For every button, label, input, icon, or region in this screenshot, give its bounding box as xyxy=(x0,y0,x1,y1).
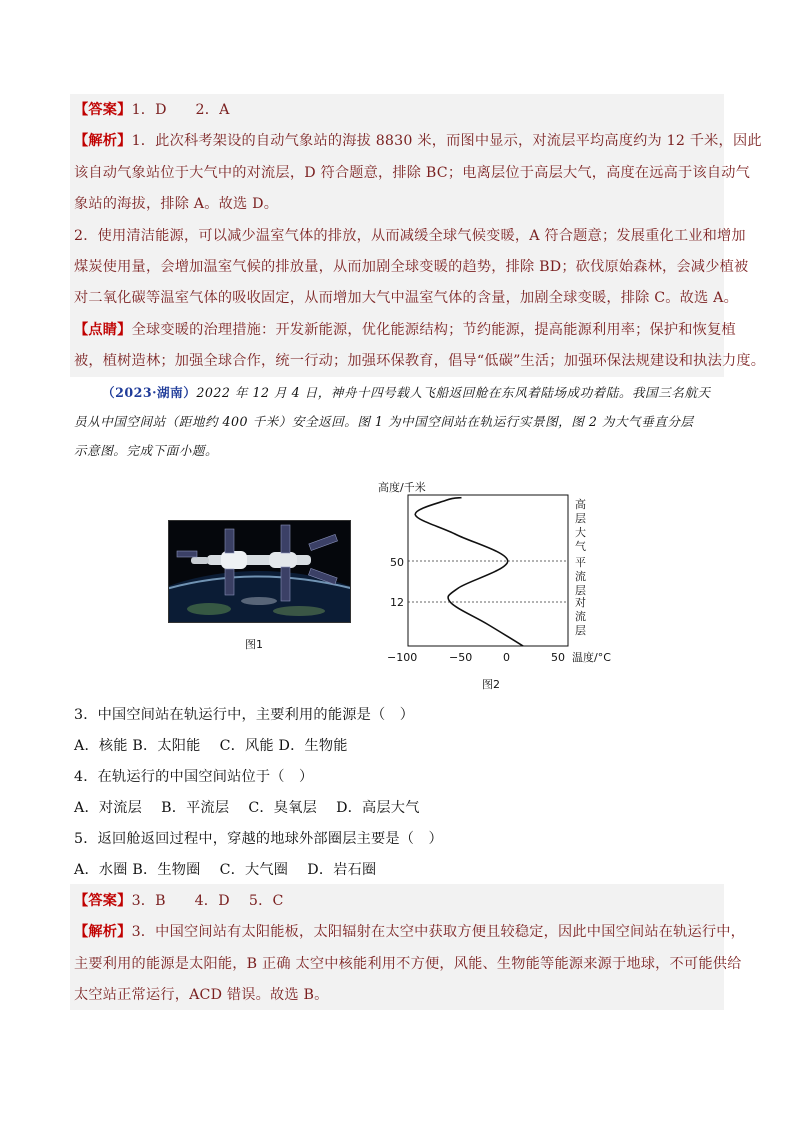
layer-label-char: 流 xyxy=(575,610,586,623)
layer-label-troposphere xyxy=(575,595,586,637)
layer-label-char: 对 xyxy=(575,596,586,609)
question-options: A．核能 B．太阳能 C．风能 D．生物能 xyxy=(74,738,348,754)
question-intro-line xyxy=(102,384,711,402)
figure-2-caption: 图2 xyxy=(482,678,500,691)
tip-line xyxy=(74,320,736,340)
layer-label-char: 层 xyxy=(575,624,586,637)
answer-text: 1．D 2．A xyxy=(131,102,230,118)
layer-label-char: 层 xyxy=(575,512,586,525)
answer-text: 3．B 4．D 5．C xyxy=(131,893,284,909)
analysis-line: 太空站正常运行，ACD 错误。故选 B。 xyxy=(74,987,329,1003)
layer-label-stratosphere xyxy=(575,556,586,597)
analysis-line: 煤炭使用量，会增加温室气候的排放量，从而加剧全球变暖的趋势，排除 BD；砍伐原始森林，会减少植被 xyxy=(74,259,749,275)
y-tick-label: 50 xyxy=(390,556,404,569)
tip-text: 全球变暖的治理措施：开发新能源，优化能源结构；节约能源，提高能源利用率；保护和恢复植 xyxy=(131,322,736,338)
x-tick-label: −50 xyxy=(449,651,473,664)
analysis-text: 1．此次科考架设的自动气象站的海拔 8830 米，而图中显示，对流层平均高度约为 12 千米，因此 xyxy=(131,133,762,149)
answer-tag: 【答案】 xyxy=(74,102,132,118)
answer-line-2 xyxy=(74,891,284,911)
analysis-line: 该自动气象站位于大气中的对流层，D 符合题意，排除 BC；电离层位于高层大气，高度在远高于该自动气 xyxy=(74,165,750,181)
analysis-line: 主要利用的能源是太阳能，B 正确 太空中核能利用不方便，风能、生物能等能源来源于地球，不可能供给 xyxy=(74,956,742,972)
question-options: A．对流层 B．平流层 C．臭氧层 D．高层大气 xyxy=(74,800,420,816)
layer-label-char: 大 xyxy=(575,526,586,539)
analysis-line xyxy=(74,922,745,942)
analysis-tag: 【解析】 xyxy=(74,133,132,149)
analysis-line: 2．使用清洁能源，可以减少温室气体的排放，从而减缓全球气候变暖，A 符合题意；发展重化工业和增加 xyxy=(74,228,746,244)
x-tick-label: −100 xyxy=(387,651,418,664)
analysis-line: 象站的海拔，排除 A。故选 D。 xyxy=(74,196,279,212)
layer-label-char: 高 xyxy=(575,498,586,511)
analysis-text: 3．中国空间站有太阳能板，太阳辐射在太空中获取方便且较稳定，因此中国空间站在轨运行中， xyxy=(131,924,746,940)
question-stem: 4．在轨运行的中国空间站位于（ ） xyxy=(74,769,314,785)
analysis-line: 对二氧化碳等温室气体的吸收固定，从而增加大气中温室气体的含量，加剧全球变暖，排除 C。故选 A。 xyxy=(74,290,738,306)
layer-label-char: 流 xyxy=(575,570,586,583)
y-axis-label: 高度/千米 xyxy=(378,481,426,494)
answer-tag: 【答案】 xyxy=(74,893,132,909)
analysis-tag: 【解析】 xyxy=(74,924,132,940)
figure-1-caption: 图1 xyxy=(245,638,263,651)
layer-label-char: 平 xyxy=(575,556,586,569)
question-source: （2023·湖南） xyxy=(102,385,197,400)
question-intro-text: 2022 年 12 月 4 日，神舟十四号载人飞船返回舱在东风着陆场成功着陆。我国三名航天 xyxy=(196,385,711,400)
question-stem: 3．中国空间站在轨运行中，主要利用的能源是（ ） xyxy=(74,707,415,723)
atmosphere-layers-chart xyxy=(372,474,626,674)
space-station-illustration xyxy=(169,521,350,622)
answer-line-1 xyxy=(74,100,230,120)
tip-tag: 【点睛】 xyxy=(74,322,132,338)
question-intro-line: 员从中国空间站（距地约 400 千米）安全返回。图 1 为中国空间站在轨运行实景图，图 2 为大气垂直分层 xyxy=(74,414,694,429)
temperature-curve xyxy=(415,498,523,646)
space-station-photo xyxy=(168,520,351,623)
question-stem: 5．返回舱返回过程中，穿越的地球外部圈层主要是（ ） xyxy=(74,831,443,847)
layer-label-char: 气 xyxy=(575,540,586,553)
question-options: A．水圈 B．生物圈 C．大气圈 D．岩石圈 xyxy=(74,862,377,878)
layer-label-char: 层 xyxy=(575,584,586,597)
tip-line: 被，植树造林；加强全球合作，统一行动；加强环保教育，倡导“低碳”生活；加强环保法规建设和执法力度。 xyxy=(74,353,766,369)
layer-label-upper xyxy=(575,497,586,553)
plot-frame xyxy=(408,495,568,646)
analysis-line xyxy=(74,131,762,151)
y-tick-label: 12 xyxy=(390,596,404,609)
x-tick-label: 50 xyxy=(551,651,565,664)
question-intro-line: 示意图。完成下面小题。 xyxy=(74,443,219,458)
x-axis-label: 温度/°C xyxy=(572,651,611,664)
x-tick-label: 0 xyxy=(503,651,510,664)
